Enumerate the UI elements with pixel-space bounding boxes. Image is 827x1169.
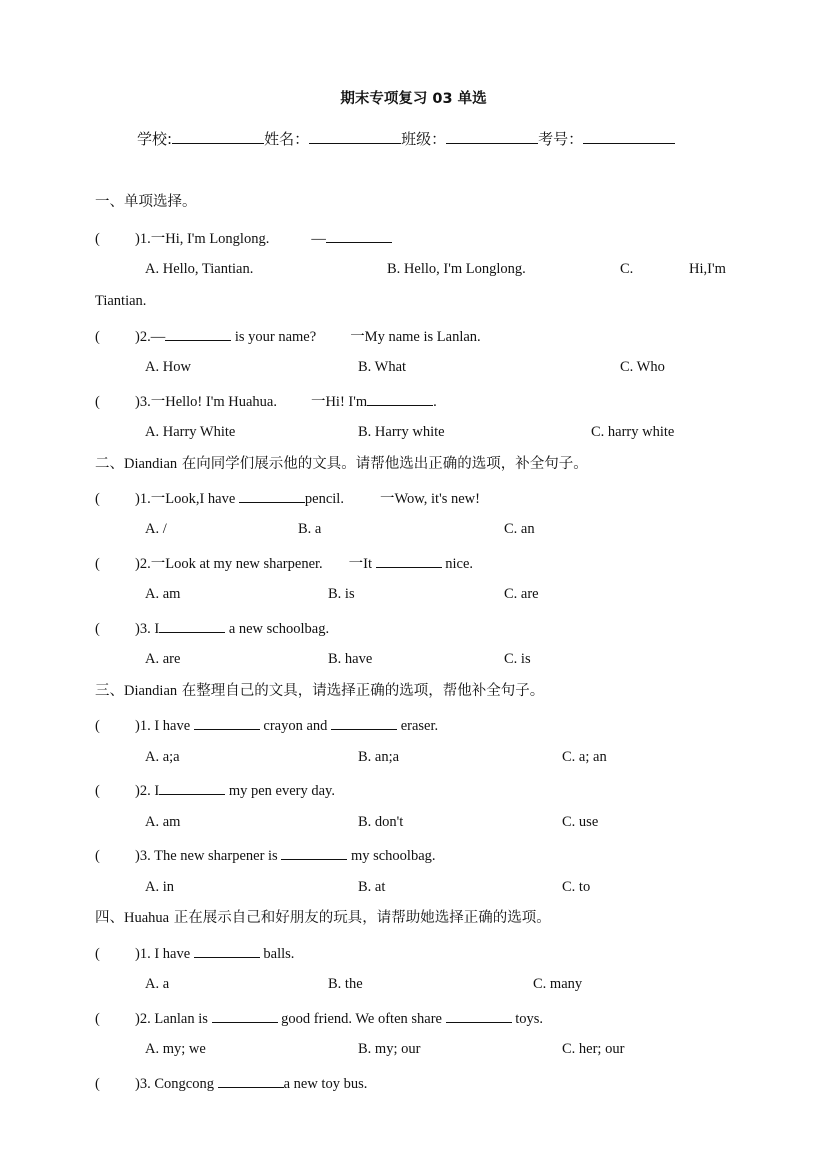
option-c[interactable]: C. harry white	[591, 424, 675, 440]
answer-blank[interactable]	[194, 714, 260, 730]
question-2-1	[95, 487, 480, 509]
question-stem: 一Hi! I'm	[310, 394, 368, 410]
class-label: 班级：	[401, 130, 447, 148]
answer-blank[interactable]	[376, 552, 442, 568]
question-number: )3.	[135, 848, 151, 864]
option-c[interactable]: C. her; our	[562, 1041, 625, 1057]
question-stem: a new schoolbag.	[228, 621, 330, 637]
question-number: )3.	[135, 394, 151, 410]
section-3-heading	[95, 681, 544, 701]
question-number: )2.	[135, 783, 151, 799]
answer-paren[interactable]: (	[95, 946, 100, 962]
option-c-wrap[interactable]: Tiantian.	[95, 293, 147, 309]
section-number: 四、	[95, 910, 124, 926]
question-number: )1.	[135, 491, 151, 507]
option-b[interactable]: B. my; our	[358, 1041, 421, 1057]
student-info-line	[137, 128, 675, 150]
question-stem: I have	[154, 718, 191, 734]
answer-blank[interactable]	[212, 1007, 278, 1023]
section-number: 二、	[95, 456, 124, 472]
question-stem: 一Hello! I'm Huahua.	[150, 394, 277, 410]
question-stem: my schoolbag.	[350, 848, 436, 864]
question-number: )2.	[135, 556, 151, 572]
answer-paren[interactable]: (	[95, 231, 100, 247]
question-stem: I	[154, 621, 160, 637]
section-1-heading	[95, 192, 197, 212]
option-b[interactable]: B. the	[328, 976, 363, 992]
section-subject: Huahua	[124, 910, 170, 926]
answer-blank[interactable]	[331, 714, 397, 730]
option-c[interactable]: C. to	[562, 879, 591, 895]
option-a[interactable]: A. are	[145, 651, 181, 667]
option-c[interactable]: C. a; an	[562, 749, 607, 765]
question-stem: 一Hi, I'm Longlong.	[150, 231, 270, 247]
answer-blank[interactable]	[326, 227, 392, 243]
option-a[interactable]: A. Harry White	[145, 424, 236, 440]
question-stem: a new toy bus.	[283, 1076, 368, 1092]
answer-blank[interactable]	[367, 390, 433, 406]
option-a[interactable]: A. /	[145, 521, 167, 537]
option-b[interactable]: B. Harry white	[358, 424, 445, 440]
section-subject: Diandian	[124, 683, 178, 699]
question-1-3	[95, 390, 437, 412]
option-a[interactable]: A. my; we	[145, 1041, 206, 1057]
answer-paren[interactable]: (	[95, 848, 100, 864]
section-number: 一、	[95, 194, 124, 210]
question-number: )3.	[135, 1076, 151, 1092]
question-3-1	[95, 714, 438, 736]
question-4-1	[95, 942, 294, 964]
question-stem: my pen every day.	[228, 783, 335, 799]
question-stem: toys.	[515, 1011, 544, 1027]
option-c[interactable]: C. use	[562, 814, 599, 830]
question-stem: eraser.	[400, 718, 439, 734]
answer-paren[interactable]: (	[95, 1011, 100, 1027]
question-stem: Lanlan is	[154, 1011, 208, 1027]
question-stem: 一My name is Lanlan.	[350, 329, 481, 345]
name-field[interactable]	[309, 128, 401, 144]
section-subject: Diandian	[124, 456, 178, 472]
option-c[interactable]: C. Who	[620, 359, 665, 375]
answer-blank[interactable]	[165, 325, 231, 341]
option-a[interactable]: A. am	[145, 814, 181, 830]
question-number: )2.	[135, 329, 151, 345]
question-4-2	[95, 1007, 543, 1029]
option-a[interactable]: A. am	[145, 586, 181, 602]
option-b[interactable]: B. at	[358, 879, 386, 895]
option-b[interactable]: B. What	[358, 359, 407, 375]
question-stem: nice.	[445, 556, 474, 572]
question-stem: Congcong	[154, 1076, 214, 1092]
option-a[interactable]: A. How	[145, 359, 191, 375]
answer-blank[interactable]	[159, 617, 225, 633]
question-stem: 一It	[348, 556, 373, 572]
question-4-3	[95, 1072, 367, 1094]
worksheet-title: 期末专项复习 03 单选	[340, 91, 487, 107]
question-2-3	[95, 617, 329, 639]
question-number: )3.	[135, 621, 151, 637]
answer-paren[interactable]: (	[95, 556, 100, 572]
section-instruction: 正在展示自己和好朋友的玩具，请帮助她选择正确的选项。	[173, 910, 551, 926]
section-number: 三、	[95, 683, 124, 699]
question-3-3	[95, 844, 436, 866]
question-stem: is your name?	[234, 329, 317, 345]
option-c[interactable]: C. is	[504, 651, 531, 667]
option-b[interactable]: B. have	[328, 651, 373, 667]
question-stem: 一Look,I have	[150, 491, 236, 507]
option-c[interactable]: C.	[620, 261, 634, 277]
question-stem: 一Look at my new sharpener.	[150, 556, 323, 572]
class-field[interactable]	[446, 128, 538, 144]
school-label: 学校:	[137, 130, 173, 148]
option-b[interactable]: B. an;a	[358, 749, 400, 765]
section-instruction: 在向同学们展示他的文具。请帮他选出正确的选项，补全句子。	[181, 456, 588, 472]
question-stem: —	[311, 231, 326, 247]
question-number: )1.	[135, 718, 151, 734]
answer-blank[interactable]	[218, 1072, 284, 1088]
option-a[interactable]: A. a;a	[145, 749, 180, 765]
option-b[interactable]: B. a	[298, 521, 322, 537]
option-c[interactable]: C. an	[504, 521, 535, 537]
option-a[interactable]: A. Hello, Tiantian.	[145, 261, 254, 277]
section-instruction: 单项选择。	[124, 194, 197, 210]
question-stem: The new sharpener is	[154, 848, 278, 864]
question-stem: .	[433, 394, 437, 410]
option-b[interactable]: B. don't	[358, 814, 404, 830]
option-c-text[interactable]: Hi,I'm	[689, 261, 726, 277]
answer-paren[interactable]: (	[95, 1076, 100, 1092]
option-b[interactable]: B. Hello, I'm Longlong.	[387, 261, 526, 277]
question-stem: I	[154, 783, 160, 799]
question-stem: pencil.	[304, 491, 344, 507]
question-3-2	[95, 779, 335, 801]
answer-paren[interactable]: (	[95, 329, 100, 345]
answer-paren[interactable]: (	[95, 718, 100, 734]
answer-blank[interactable]	[159, 779, 225, 795]
exam-no-label: 考号：	[538, 130, 584, 148]
option-b[interactable]: B. is	[328, 586, 355, 602]
answer-paren[interactable]: (	[95, 783, 100, 799]
answer-blank[interactable]	[194, 942, 260, 958]
section-4-heading	[95, 908, 551, 928]
question-stem: good friend. We often share	[281, 1011, 442, 1027]
question-stem: —	[150, 329, 166, 345]
answer-paren[interactable]: (	[95, 394, 100, 410]
option-a[interactable]: A. a	[145, 976, 170, 992]
question-number: )1.	[135, 231, 151, 247]
question-stem: I have	[154, 946, 191, 962]
answer-blank[interactable]	[446, 1007, 512, 1023]
section-2-heading	[95, 454, 588, 474]
question-stem: crayon and	[263, 718, 328, 734]
answer-blank[interactable]	[281, 844, 347, 860]
question-stem: balls.	[263, 946, 295, 962]
question-1-2	[95, 325, 481, 347]
question-1-1	[95, 227, 392, 249]
option-c[interactable]: C. are	[504, 586, 539, 602]
question-stem: 一Wow, it's new!	[379, 491, 480, 507]
exam-no-field[interactable]	[583, 128, 675, 144]
option-c[interactable]: C. many	[533, 976, 583, 992]
answer-paren[interactable]: (	[95, 491, 100, 507]
question-2-2	[95, 552, 473, 574]
answer-paren[interactable]: (	[95, 621, 100, 637]
section-instruction: 在整理自己的文具，请选择正确的选项，帮他补全句子。	[181, 683, 545, 699]
school-field[interactable]	[172, 128, 264, 144]
name-label: 姓名：	[264, 130, 310, 148]
question-number: )1.	[135, 946, 151, 962]
answer-blank[interactable]	[239, 487, 305, 503]
question-number: )2.	[135, 1011, 151, 1027]
option-a[interactable]: A. in	[145, 879, 174, 895]
